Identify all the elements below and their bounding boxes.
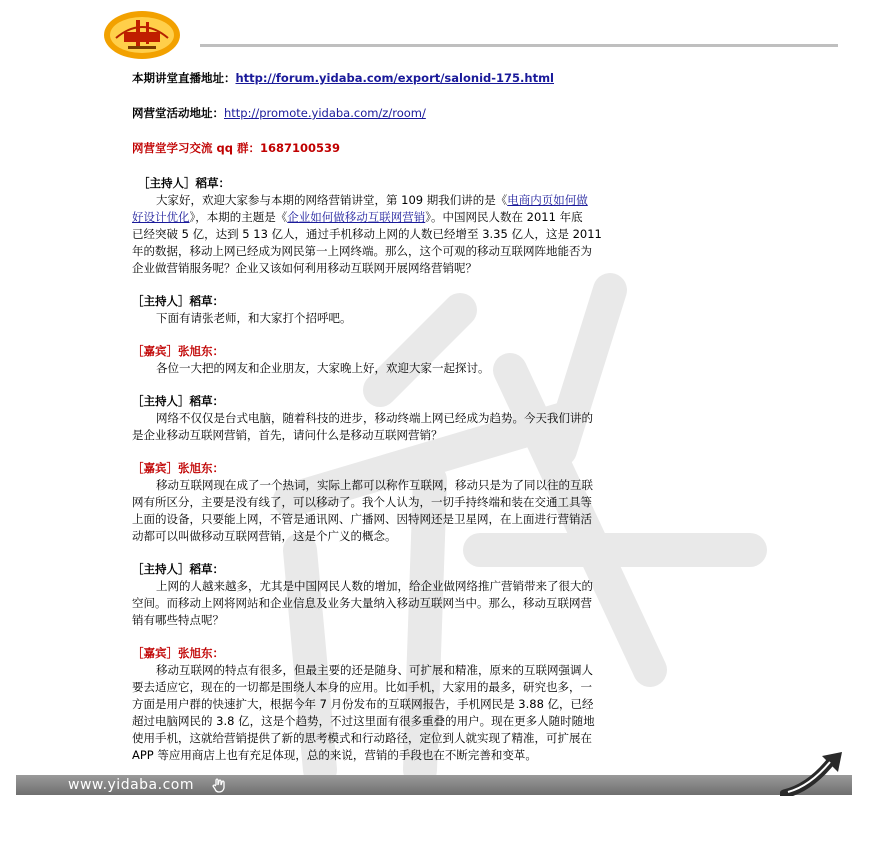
paragraph — [132, 410, 742, 444]
qq-group-line: 网营堂学习交流 qq 群：1687100539 — [132, 141, 340, 155]
text-line: 上面的设备，只要能上网，不管是通讯网、广播网、因特网还是卫星网，在上面进行营销活 — [132, 512, 592, 526]
text-line: 销有哪些特点呢？ — [132, 613, 224, 627]
speaker-guest: ［嘉宾］张旭东： — [132, 646, 224, 660]
paragraph — [132, 662, 742, 764]
speaker-host: ［主持人］稻草： — [132, 394, 224, 408]
paragraph — [132, 578, 742, 629]
text-line: 网有所区分，主要是没有线了，可以移动了。我个人认为，一切手持终端和装在交通工具等 — [132, 495, 592, 509]
link-mobile-marketing[interactable]: 企业如何做移动互联网营销 — [287, 210, 426, 224]
text-line: 年的数据，移动上网已经成为网民第一上网终端。那么，这个可观的移动互联网阵地能否为 — [132, 244, 592, 258]
paragraph — [132, 310, 742, 327]
text-line: 移动互联网的特点有很多，但最主要的还是随身、可扩展和精准，原来的互联网强调人 — [156, 663, 593, 677]
live-address-row — [132, 70, 742, 87]
activity-address-row — [132, 105, 742, 122]
speaker-host: ［主持人］稻草： — [132, 294, 224, 308]
hand-cursor-icon — [212, 777, 230, 793]
text-line: 动都可以叫做移动互联网营销，这是个广义的概念。 — [132, 529, 397, 543]
activity-address-label: 网营堂活动地址： — [132, 106, 224, 120]
paragraph — [132, 360, 742, 377]
text-line: 已经突破 5 亿，达到 5 13 亿人，通过手机移动上网的人数已经增至 3.35 亿人，这是 2011 — [132, 227, 602, 241]
text-line: 各位一大把的网友和企业朋友，大家晚上好，欢迎大家一起探讨。 — [156, 361, 490, 375]
text-line: 空间。而移动上网将网站和企业信息及业务大量纳入移动互联网当中。那么，移动互联网营 — [132, 596, 592, 610]
text-line: 企业做营销服务呢？企业又该如何利用移动互联网开展网络营销呢？ — [132, 261, 477, 275]
document-body — [132, 70, 742, 764]
text-line: APP 等应用商店上也有充足体现，总的来说，营销的手段也在不断完善和变革。 — [132, 748, 537, 762]
text-line: 方面是用户群的快速扩大，根据今年 7 月份发布的互联网报告，手机网民是 3.88 亿，已经 — [132, 697, 594, 711]
text-line: 是企业移动互联网营销，首先，请问什么是移动互联网营销？ — [132, 428, 443, 442]
text-line: 大家好，欢迎大家参与本期的网络营销讲堂，第 109 期我们讲的是《 — [156, 193, 508, 207]
speaker-host: ［主持人］稻草： — [138, 176, 230, 190]
link-ecommerce-design-cont[interactable]: 好设计优化 — [132, 210, 190, 224]
text-line: 移动互联网现在成了一个热词，实际上都可以称作互联网，移动只是为了同以往的互联 — [156, 478, 593, 492]
text-line: 上网的人越来越多，尤其是中国网民人数的增加，给企业做网络推广营销带来了很大的 — [156, 579, 593, 593]
paragraph-intro — [132, 192, 742, 277]
footer-url[interactable]: www.yidaba.com — [68, 777, 194, 793]
link-ecommerce-design[interactable]: 电商内页如何做 — [507, 193, 588, 207]
header-divider — [200, 44, 838, 47]
live-address-label: 本期讲堂直播地址： — [132, 71, 236, 85]
arrow-up-icon — [780, 748, 850, 796]
text-line: 下面有请张老师，和大家打个招呼吧。 — [156, 311, 352, 325]
text-line: 》，本期的主题是《 — [189, 210, 288, 224]
footer-bar — [16, 775, 852, 795]
paragraph — [132, 477, 742, 545]
text-line: 超过电脑网民的 3.8 亿，这是个趋势，不过这里面有很多重叠的用户。现在更多人随时随地 — [132, 714, 595, 728]
speaker-guest: ［嘉宾］张旭东： — [132, 461, 224, 475]
text-line: 要去适应它，现在的一切都是围绕人本身的应用。比如手机，大家用的最多，研究也多，一 — [132, 680, 592, 694]
text-line: 》。中国网民人数在 2011 年底 — [425, 210, 583, 224]
yidaba-logo — [102, 8, 182, 60]
activity-address-link[interactable]: http://promote.yidaba.com/z/room/ — [224, 106, 426, 120]
live-address-link[interactable]: http://forum.yidaba.com/export/salonid-175.html — [235, 71, 555, 85]
speaker-guest: ［嘉宾］张旭东： — [132, 344, 224, 358]
speaker-host: ［主持人］稻草： — [132, 562, 224, 576]
text-line: 网络不仅仅是台式电脑，随着科技的进步，移动终端上网已经成为趋势。今天我们讲的 — [156, 411, 593, 425]
text-line: 使用手机，这就给营销提供了新的思考模式和行动路径，定位到人就实现了精准，可扩展在 — [132, 731, 592, 745]
